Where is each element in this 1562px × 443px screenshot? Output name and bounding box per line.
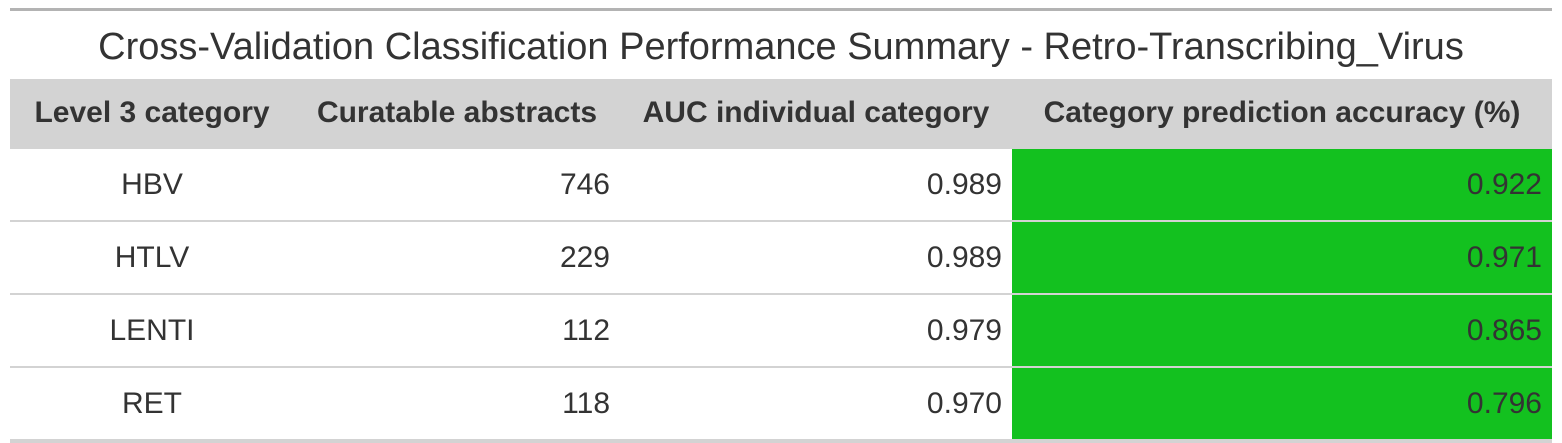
- cell-abstracts: 746: [294, 148, 620, 221]
- cell-category: HBV: [10, 148, 294, 221]
- cell-auc: 0.989: [620, 148, 1012, 221]
- column-header-category: Level 3 category: [10, 79, 294, 148]
- cell-auc: 0.979: [620, 294, 1012, 367]
- column-header-auc: AUC individual category: [620, 79, 1012, 148]
- cell-accuracy: 0.971: [1012, 221, 1552, 294]
- cell-category: HTLV: [10, 221, 294, 294]
- cell-accuracy: 0.796: [1012, 367, 1552, 441]
- cell-auc: 0.970: [620, 367, 1012, 441]
- cell-abstracts: 112: [294, 294, 620, 367]
- column-header-accuracy: Category prediction accuracy (%): [1012, 79, 1552, 148]
- table-row: [10, 294, 1552, 367]
- cell-accuracy: 0.865: [1012, 294, 1552, 367]
- table-title: Cross-Validation Classification Performance Summary - Retro-Transcribing_Virus: [98, 26, 1464, 68]
- cell-auc: 0.989: [620, 221, 1012, 294]
- table-row: [10, 148, 1552, 221]
- table-row: [10, 221, 1552, 294]
- cell-category: RET: [10, 367, 294, 441]
- cell-category: LENTI: [10, 294, 294, 367]
- header-row: [10, 79, 1552, 148]
- table-row: [10, 367, 1552, 441]
- cell-abstracts: 118: [294, 367, 620, 441]
- column-header-abstracts: Curatable abstracts: [294, 79, 620, 148]
- cell-abstracts: 229: [294, 221, 620, 294]
- performance-table: [10, 8, 1552, 443]
- summary-table: [10, 79, 1552, 443]
- cell-accuracy: 0.922: [1012, 148, 1552, 221]
